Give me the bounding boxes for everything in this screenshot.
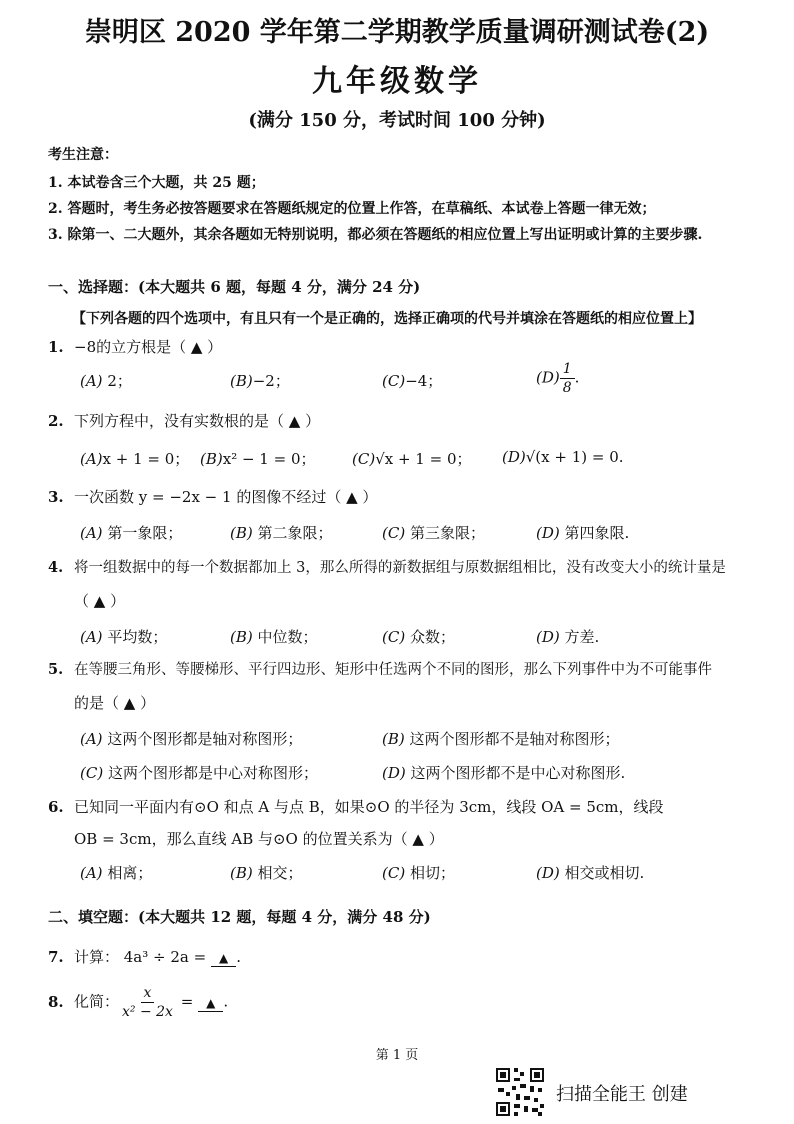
question-number: 6. (48, 798, 64, 816)
option-b: (B) 相交； (230, 864, 303, 882)
question-end: . (236, 948, 241, 966)
option-b: (B) 这两个图形都不是轴对称图形； (382, 730, 620, 748)
question-3-options (80, 522, 740, 546)
note-item-2: 2. 答题时，考生务必按答题要求在答题纸规定的位置上作答，在草稿纸、本试卷上答题一律无效； (48, 201, 656, 217)
qr-code-icon (494, 1066, 546, 1118)
note-item-1: 1. 本试卷含三个大题，共 25 题； (48, 175, 265, 191)
question-5-options-row-1 (80, 728, 740, 752)
option-b: (B) 第二象限； (230, 524, 333, 542)
question-number: 3. (48, 488, 64, 506)
option-a: (A) 第一象限； (80, 524, 183, 542)
question-5-options-row-2 (80, 762, 740, 786)
question-3 (48, 486, 377, 507)
option-c: (C)√x + 1 = 0； (352, 450, 472, 468)
exam-title: 崇明区 2020 学年第二学期教学质量调研测试卷(2) (84, 17, 710, 48)
notes-heading: 考生注意： (48, 147, 118, 163)
option-c: (C) 众数； (382, 628, 455, 646)
section-1-heading: 一、选择题：(本大题共 6 题，每题 4 分，满分 24 分) (48, 278, 421, 296)
fraction: $\frac{1}{8}$ (560, 360, 575, 397)
question-text: 已知同一平面内有⊙O 和点 A 与点 B，如果⊙O 的半径为 3cm，线段 OA = 5cm，线段 (74, 798, 664, 816)
question-1 (48, 336, 222, 357)
option-a: (A) 相离； (80, 864, 153, 882)
option-d: (D) 这两个图形都不是中心对称图形. (382, 764, 626, 782)
question-text: 一次函数 y = −2x − 1 的图像不经过（ ▲ ） (74, 488, 378, 506)
question-text: 计算： 4a³ ÷ 2a = (74, 948, 211, 966)
option-d: (D)√(x + 1) = 0. (502, 448, 624, 466)
question-1-options (80, 361, 740, 396)
question-text: 在等腰三角形、等腰梯形、平行四边形、矩形中任选两个不同的图形，那么下列事件中为不可能事件 (74, 662, 712, 678)
option-c: (C) 第三象限； (382, 524, 485, 542)
equals-sign: = (175, 992, 199, 1011)
question-2 (48, 410, 320, 431)
question-number: 5. (48, 661, 64, 678)
option-d: (D) 方差. (536, 628, 600, 646)
question-number: 1. (48, 338, 64, 356)
option-d: (D) 第四象限. (536, 524, 630, 542)
question-2-options (80, 448, 740, 472)
question-4 (48, 556, 726, 577)
section-2-heading: 二、填空题：(本大题共 12 题，每题 4 分，满分 48 分) (48, 908, 431, 926)
question-text: 下列方程中，没有实数根的是（ ▲ ） (74, 412, 321, 430)
note-item-3: 3. 除第一、二大题外，其余各题如无特别说明，都必须在答题纸的相应位置上写出证明或计算的主要步骤. (48, 227, 703, 243)
question-5 (48, 658, 712, 679)
option-a: (A) 这两个图形都是轴对称图形； (80, 730, 303, 748)
question-6 (48, 796, 664, 817)
page-number: 第 1 页 (375, 1048, 419, 1063)
question-4-options (80, 626, 740, 650)
question-number: 2. (48, 412, 64, 430)
option-a: (A) 平均数； (80, 628, 168, 646)
option-b: (B)−2； (230, 372, 290, 390)
option-a: (A) 2； (80, 372, 132, 390)
question-8 (48, 984, 228, 1021)
question-number: 8. (48, 992, 64, 1011)
option-c: (C) 相切； (382, 864, 455, 882)
option-c: (C)−4； (382, 372, 443, 390)
exam-subtitle: 九年级数学 (312, 64, 482, 99)
scanner-watermark: 扫描全能王 创建 (556, 1084, 688, 1105)
answer-blank (211, 948, 236, 967)
question-6-options (80, 862, 740, 886)
option-b: (B) 中位数； (230, 628, 318, 646)
section-1-instruction: 【下列各题的四个选项中，有且只有一个是正确的，选择正确项的代号并填涂在答题纸的相应位置上】 (72, 311, 702, 327)
question-number: 7. (48, 948, 64, 966)
question-text: 将一组数据中的每一个数据都加上 3，那么所得的新数据组与原数据组相比，没有改变大小的统计量是 (74, 560, 726, 576)
question-text: 化简： (74, 992, 120, 1011)
triangle-icon: ▲ (218, 951, 229, 965)
option-a: (A)x + 1 = 0； (80, 450, 190, 468)
option-b: (B)x² − 1 = 0； (200, 450, 316, 468)
question-4-line-2: （ ▲ ） (74, 592, 126, 610)
answer-blank (198, 993, 223, 1012)
exam-score-info: (满分 150 分，考试时间 100 分钟) (248, 110, 546, 131)
question-7 (48, 946, 241, 967)
triangle-icon: ▲ (206, 995, 216, 1010)
option-d: (D) 相交或相切. (536, 864, 645, 882)
question-6-line-2: OB = 3cm，那么直线 AB 与⊙O 的位置关系为（ ▲ ） (74, 830, 444, 848)
question-end: . (223, 992, 229, 1011)
option-c: (C) 这两个图形都是中心对称图形； (80, 764, 318, 782)
question-number: 4. (48, 559, 64, 576)
fraction: $\frac{x}{\text{x² − 2x}}$ (122, 985, 173, 1020)
option-d: (D) $\frac{1}{8}$ . (536, 361, 580, 396)
question-5-line-2: 的是（ ▲ ） (74, 694, 156, 712)
question-text: −8的立方根是（ ▲ ） (74, 338, 223, 356)
